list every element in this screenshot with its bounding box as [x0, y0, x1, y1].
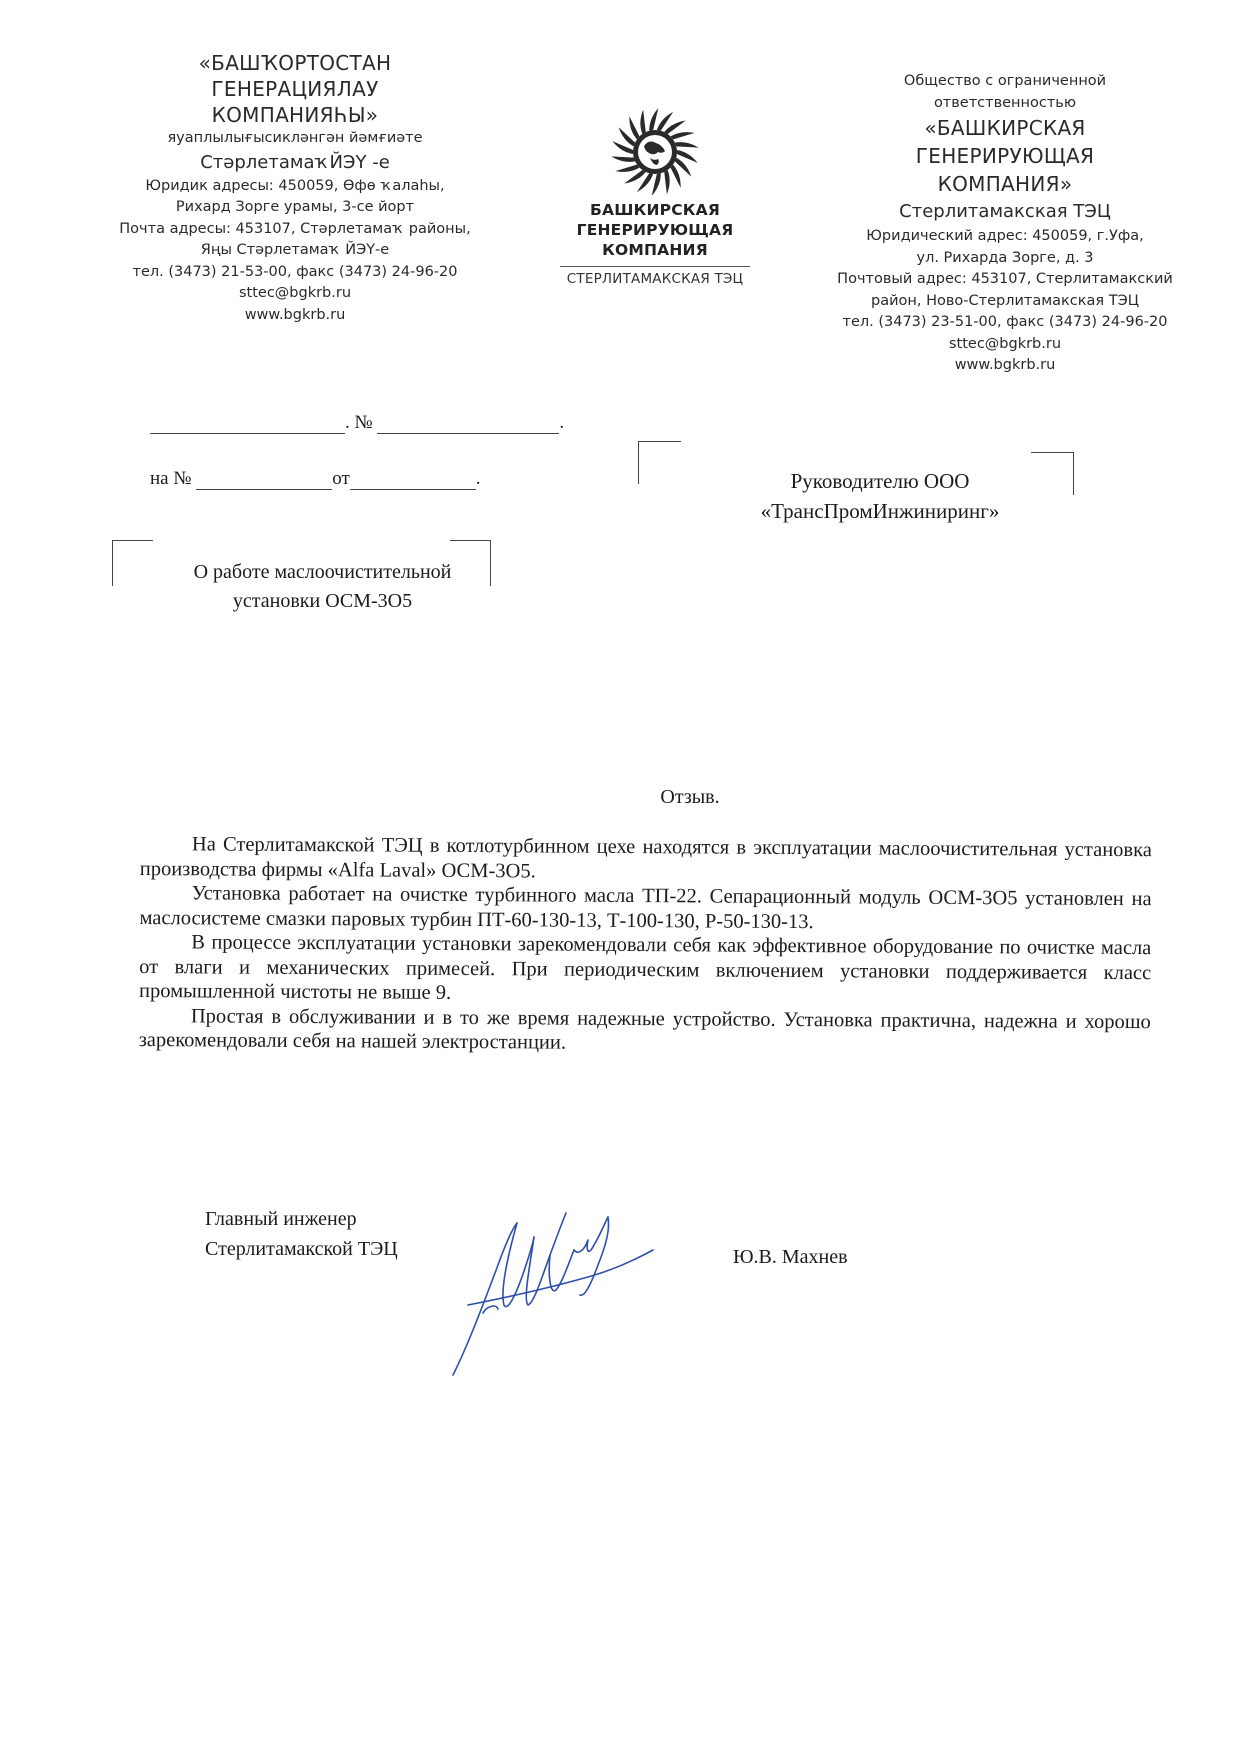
subject-line: установки ОСМ-3О5 [232, 590, 413, 612]
website-line: www.bgkrb.ru [954, 357, 1056, 373]
org-name-line: КОМПАНИЯ» [937, 172, 1073, 196]
header-left-bashkir [105, 50, 485, 326]
body-paragraph: В процессе эксплуатации установки зарекомендовали себя как эффективное оборудование по очистке масла от влаги и механических примесей. При периодическим включением установки поддерживается класс промышленной чистоты не выше 9. [138, 931, 1152, 1004]
address-line: Почтовый адрес: 453107, Стерлитамакский [837, 271, 1173, 287]
sun-ray [664, 121, 686, 134]
org-name-line: ГЕНЕРАЦИЯЛАУ [211, 77, 379, 101]
letter-body [139, 832, 1152, 1059]
org-form-line: ответственностью [933, 95, 1077, 111]
body-paragraph: На Стерлитамакской ТЭЦ в котлотурбинном цехе находятся в эксплуатации маслоочистительная установка производства фирмы «Alfa Laval» ОСМ-3О5. [139, 833, 1152, 882]
address-line: район, Ново-Стерлитамакская ТЭЦ [871, 292, 1139, 309]
sun-ray [675, 142, 699, 148]
sun-ray [649, 108, 658, 131]
website-line: www.bgkrb.ru [244, 306, 346, 323]
addressee-bracket-left [638, 441, 681, 484]
body-paragraph: Установка работает на очистке турбинного масла ТП-22. Сепарационный модуль ОСМ-3О5 установлен на маслосистеме смазки паровых турбин ПТ-60-130-13, Т-100-130, Р-50-130-13. [139, 882, 1152, 933]
company-logo [540, 100, 770, 287]
outgoing-reference-line: . № . [150, 412, 564, 434]
address-line: ул. Рихарда Зорге, д. 3 [916, 249, 1094, 266]
phone-line: тел. (3473) 23-51-00, факс (3473) 24-96-20 [842, 314, 1168, 330]
email-line: sttec@bgkrb.ru [948, 335, 1062, 352]
logo-name-line: БАШКИРСКАЯ [590, 201, 720, 219]
email-line: sttec@bgkrb.ru [238, 285, 352, 301]
in-reply-label: на № [150, 468, 192, 489]
branch-name: Стерлитамакская ТЭЦ [899, 201, 1111, 222]
addressee-line: Руководителю ООО [790, 469, 970, 493]
sun-ray [664, 170, 669, 194]
in-reply-number-blank [196, 471, 332, 490]
header-right-russian [815, 70, 1195, 377]
branch-name: СтәрлетамаҡЙЭҮ -е [200, 151, 390, 173]
document-title: Отзыв. [660, 786, 720, 808]
sun-ray [624, 170, 646, 183]
org-name-line: ГЕНЕРИРУЮЩАЯ [915, 144, 1095, 168]
org-form: яуаплылығысикләнгән йәмғиәте [167, 130, 423, 146]
date-blank [150, 415, 345, 434]
logo-subtitle: СТЕРЛИТАМАКСКАЯ ТЭЦ [566, 271, 744, 287]
subject-line: О работе маслоочистительной [193, 561, 452, 583]
signatory-name: Ю.В. Махнев [733, 1246, 848, 1268]
addressee [690, 466, 1070, 526]
sun-globe-emblem-icon [600, 100, 710, 200]
phone-line: тел. (3473) 21-53-00, факс (3473) 24-96-20 [132, 263, 458, 280]
number-blank [377, 415, 559, 434]
logo-name-line: КОМПАНИЯ [602, 241, 708, 259]
role-line: Главный инженер [205, 1208, 357, 1230]
logo-divider [560, 266, 750, 267]
role-line: Стерлитамакской ТЭЦ [205, 1238, 398, 1260]
address-line: Рихард Зорге урамы, 3-се йорт [175, 199, 415, 215]
from-date-blank [350, 471, 476, 490]
handwritten-signature [438, 1195, 668, 1380]
incoming-reference-line: на № от . [150, 468, 481, 489]
address-line: Почта адресы: 453107, Стәрлетамаҡ районы, [119, 220, 471, 237]
logo-name-line: ГЕНЕРИРУЮЩАЯ [576, 221, 734, 239]
address-line: Юридик адресы: 450059, Өфө ҡалаһы, [145, 177, 445, 194]
from-label: от [332, 468, 350, 489]
org-name-line: «БАШҠОРТОСТАН [198, 51, 392, 75]
sun-ray [611, 156, 635, 162]
org-form-line: Общество с ограниченной [903, 73, 1107, 89]
org-name-line: «БАШКИРСКАЯ [924, 116, 1086, 140]
sun-ray [652, 173, 661, 196]
address-line: Яңы Стәрлетамаҡ ЙЭҮ-е [200, 242, 390, 258]
letter-subject [150, 558, 495, 616]
sun-ray [671, 165, 681, 188]
number-label: № [354, 412, 373, 433]
org-name-line: КОМПАНИЯҺЫ» [211, 103, 379, 127]
subject-bracket-left [112, 540, 153, 586]
address-line: Юридический адрес: 450059, г.Уфа, [866, 228, 1144, 244]
addressee-line: «ТрансПромИнжиниринг» [760, 499, 1000, 523]
sun-ray [671, 132, 695, 139]
signatory-role [205, 1204, 398, 1264]
sun-ray [615, 165, 639, 172]
sun-ray [629, 116, 639, 139]
sun-ray [640, 110, 645, 134]
body-paragraph: Простая в обслуживании и в то же время надежные устройство. Установка практична, надежна и хорошо зарекомендовали себя на нашей электростанции. [138, 1004, 1151, 1054]
